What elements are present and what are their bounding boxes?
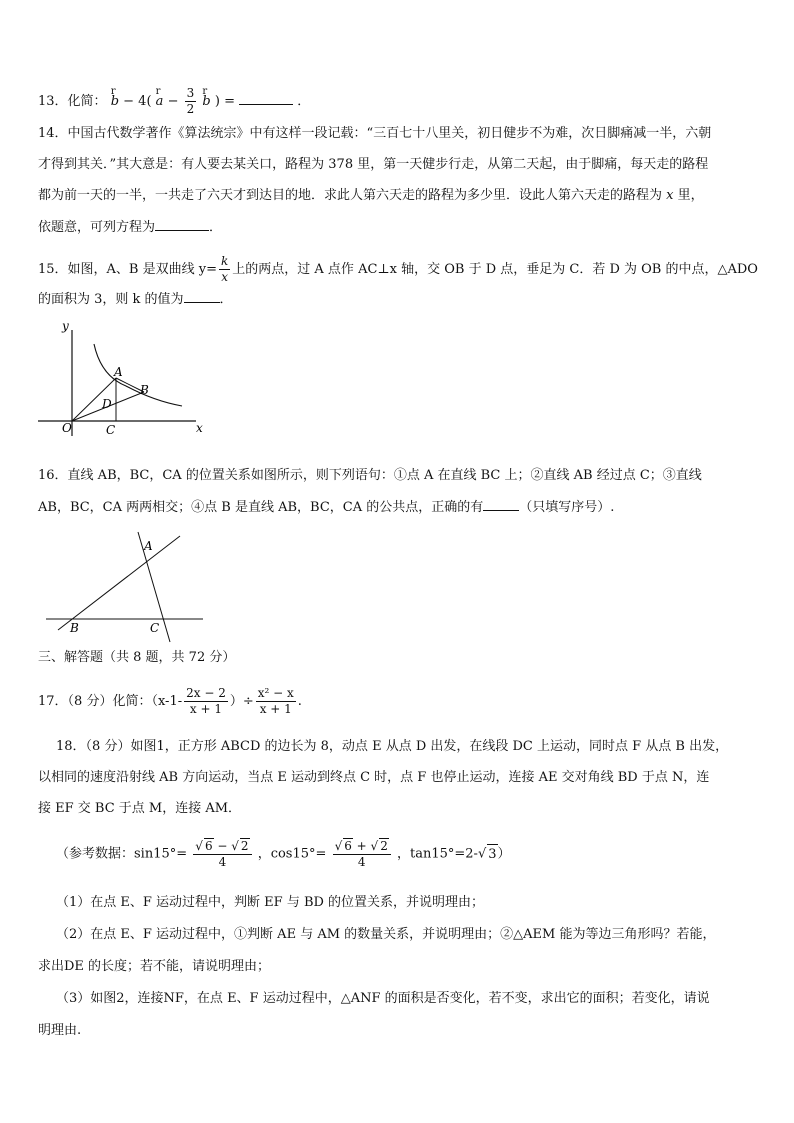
q18-line1: 18．（8 分）如图1，正方形 ABCD 的边长为 8，动点 E 从点 D 出发，在线段 DC 上运动，同时点 F 从点 B 出发，	[56, 739, 729, 754]
sin15-fraction: $\frac{√ 6 - √ 2}{4}$	[193, 838, 251, 870]
q13-prefix: 13．化简：	[38, 94, 107, 109]
vector-b: r b	[110, 86, 120, 109]
label-x: x	[196, 421, 203, 435]
q18-part3a: （3）如图2，连接NF，在点 E、F 运动过程中，△ANF 的面积是否变化，若不变，求出它的面积；若变化，请说	[56, 991, 710, 1006]
label-D: D	[102, 397, 112, 411]
label-B: B	[140, 383, 149, 397]
q13-end: ．	[297, 94, 311, 109]
q16-figure	[40, 530, 210, 645]
label-C: C	[150, 621, 160, 635]
q17-fraction-2: $\frac{\text{x² − x}}{x + 1}$	[257, 686, 294, 716]
line-AB	[58, 536, 180, 630]
q16-line1: 16．直线 AB，BC，CA 的位置关系如图所示，则下列语句：①点 A 在直线 BC 上；②直线 AB 经过点 C；③直线	[38, 468, 702, 483]
q13-line	[38, 86, 310, 117]
vector-a: r a	[155, 86, 164, 109]
q18-part2b: 求出DE 的长度；若不能，请说明理由；	[38, 959, 271, 974]
q16-line2: AB，BC，CA 两两相交；④点 B 是直线 AB，BC，CA 的公共点，正确的有 （只填写序号）.	[38, 497, 614, 518]
tan15-root: 3	[487, 844, 497, 865]
q17-fraction-1: $\frac{2x - 2}{x + 1}$	[186, 686, 226, 716]
vector-b-2: r b	[202, 86, 211, 109]
q18-reference-data: （参考数据：sin15°= $\frac{√ 6 - √ 2}{4}$ ，cos15°= $\frac{√ 6 + √ 2}{4}$ ，tan15°=2-√ 3）	[56, 839, 511, 869]
q18-part3b: 明理由.	[38, 1023, 82, 1038]
q15-answer-blank[interactable]	[184, 289, 220, 303]
cos15-fraction: $\frac{√ 6 + √ 2}{4}$	[333, 838, 391, 870]
q18-line3: 接 EF 交 BC 于点 M，连接 AM．	[38, 801, 242, 816]
q15-line2: 的面积为 3，则 k 的值为 ．	[38, 289, 233, 310]
q13-fraction: $\frac{3}{2}$	[186, 86, 195, 116]
q14-line4: 依题意，可列方程为 ．	[38, 217, 222, 238]
q17-line: 17．（8 分）化简：（x-1- $\frac{2x - 2}{x + 1}$ ）÷ $\frac{\text{x² − x}}{x + 1}$ .	[38, 686, 302, 716]
q15-line1: 15．如图，A、B 是双曲线 y= $\frac{k}{x}$ 上的两点，过 A 点作 AC⊥x 轴，交 OB 于 D 点，垂足为 C．若 D 为 OB 的中点，△ADO	[38, 254, 758, 284]
q18-part2a: （2）在点 E、F 运动过程中，①判断 AE 与 AM 的数量关系，并说明理由；②△AEM 能为等边三角形吗？若能，	[56, 927, 716, 942]
label-A: A	[114, 365, 123, 379]
q15-figure	[36, 318, 216, 438]
section-heading: 三、解答题（共 8 题，共 72 分）	[38, 650, 236, 665]
q14-line1: 14．中国古代数学著作《算法统宗》中有这样一段记载：“三百七十八里关，初日健步不为难，次日脚痛减一半，六朝	[38, 126, 712, 141]
q15-fraction: $\frac{k}{x}$	[221, 254, 229, 284]
q14-line2: 才得到其关．”其大意是：有人要去某关口，路程为 378 里，第一天健步行走，从第二天起，由于脚痛，每天走的路程	[38, 157, 709, 172]
q13-minus4: − 4(	[123, 94, 152, 109]
label-O: O	[62, 421, 72, 435]
label-y: y	[62, 319, 69, 333]
q18-part1: （1）在点 E、F 运动过程中，判断 EF 与 BD 的位置关系，并说明理由；	[56, 895, 485, 910]
q14-answer-blank[interactable]	[155, 217, 209, 231]
q13-minus: −	[167, 94, 183, 109]
q18-line2: 以相同的速度沿射线 AB 方向运动，当点 E 运动到终点 C 时，点 F 也停止运动，连接 AE 交对角线 BD 于点 N，连	[38, 770, 710, 785]
label-C: C	[106, 423, 116, 437]
q16-answer-blank[interactable]	[483, 497, 519, 511]
q13-close: ) =	[214, 94, 240, 109]
q14-line3: 都为前一天的一半，一共走了六天才到达目的地．求此人第六天走的路程为多少里．设此人第六天走的路程为 x 里，	[38, 188, 704, 203]
label-A: A	[144, 539, 153, 553]
q13-answer-blank[interactable]	[239, 91, 293, 105]
label-B: B	[70, 621, 79, 635]
